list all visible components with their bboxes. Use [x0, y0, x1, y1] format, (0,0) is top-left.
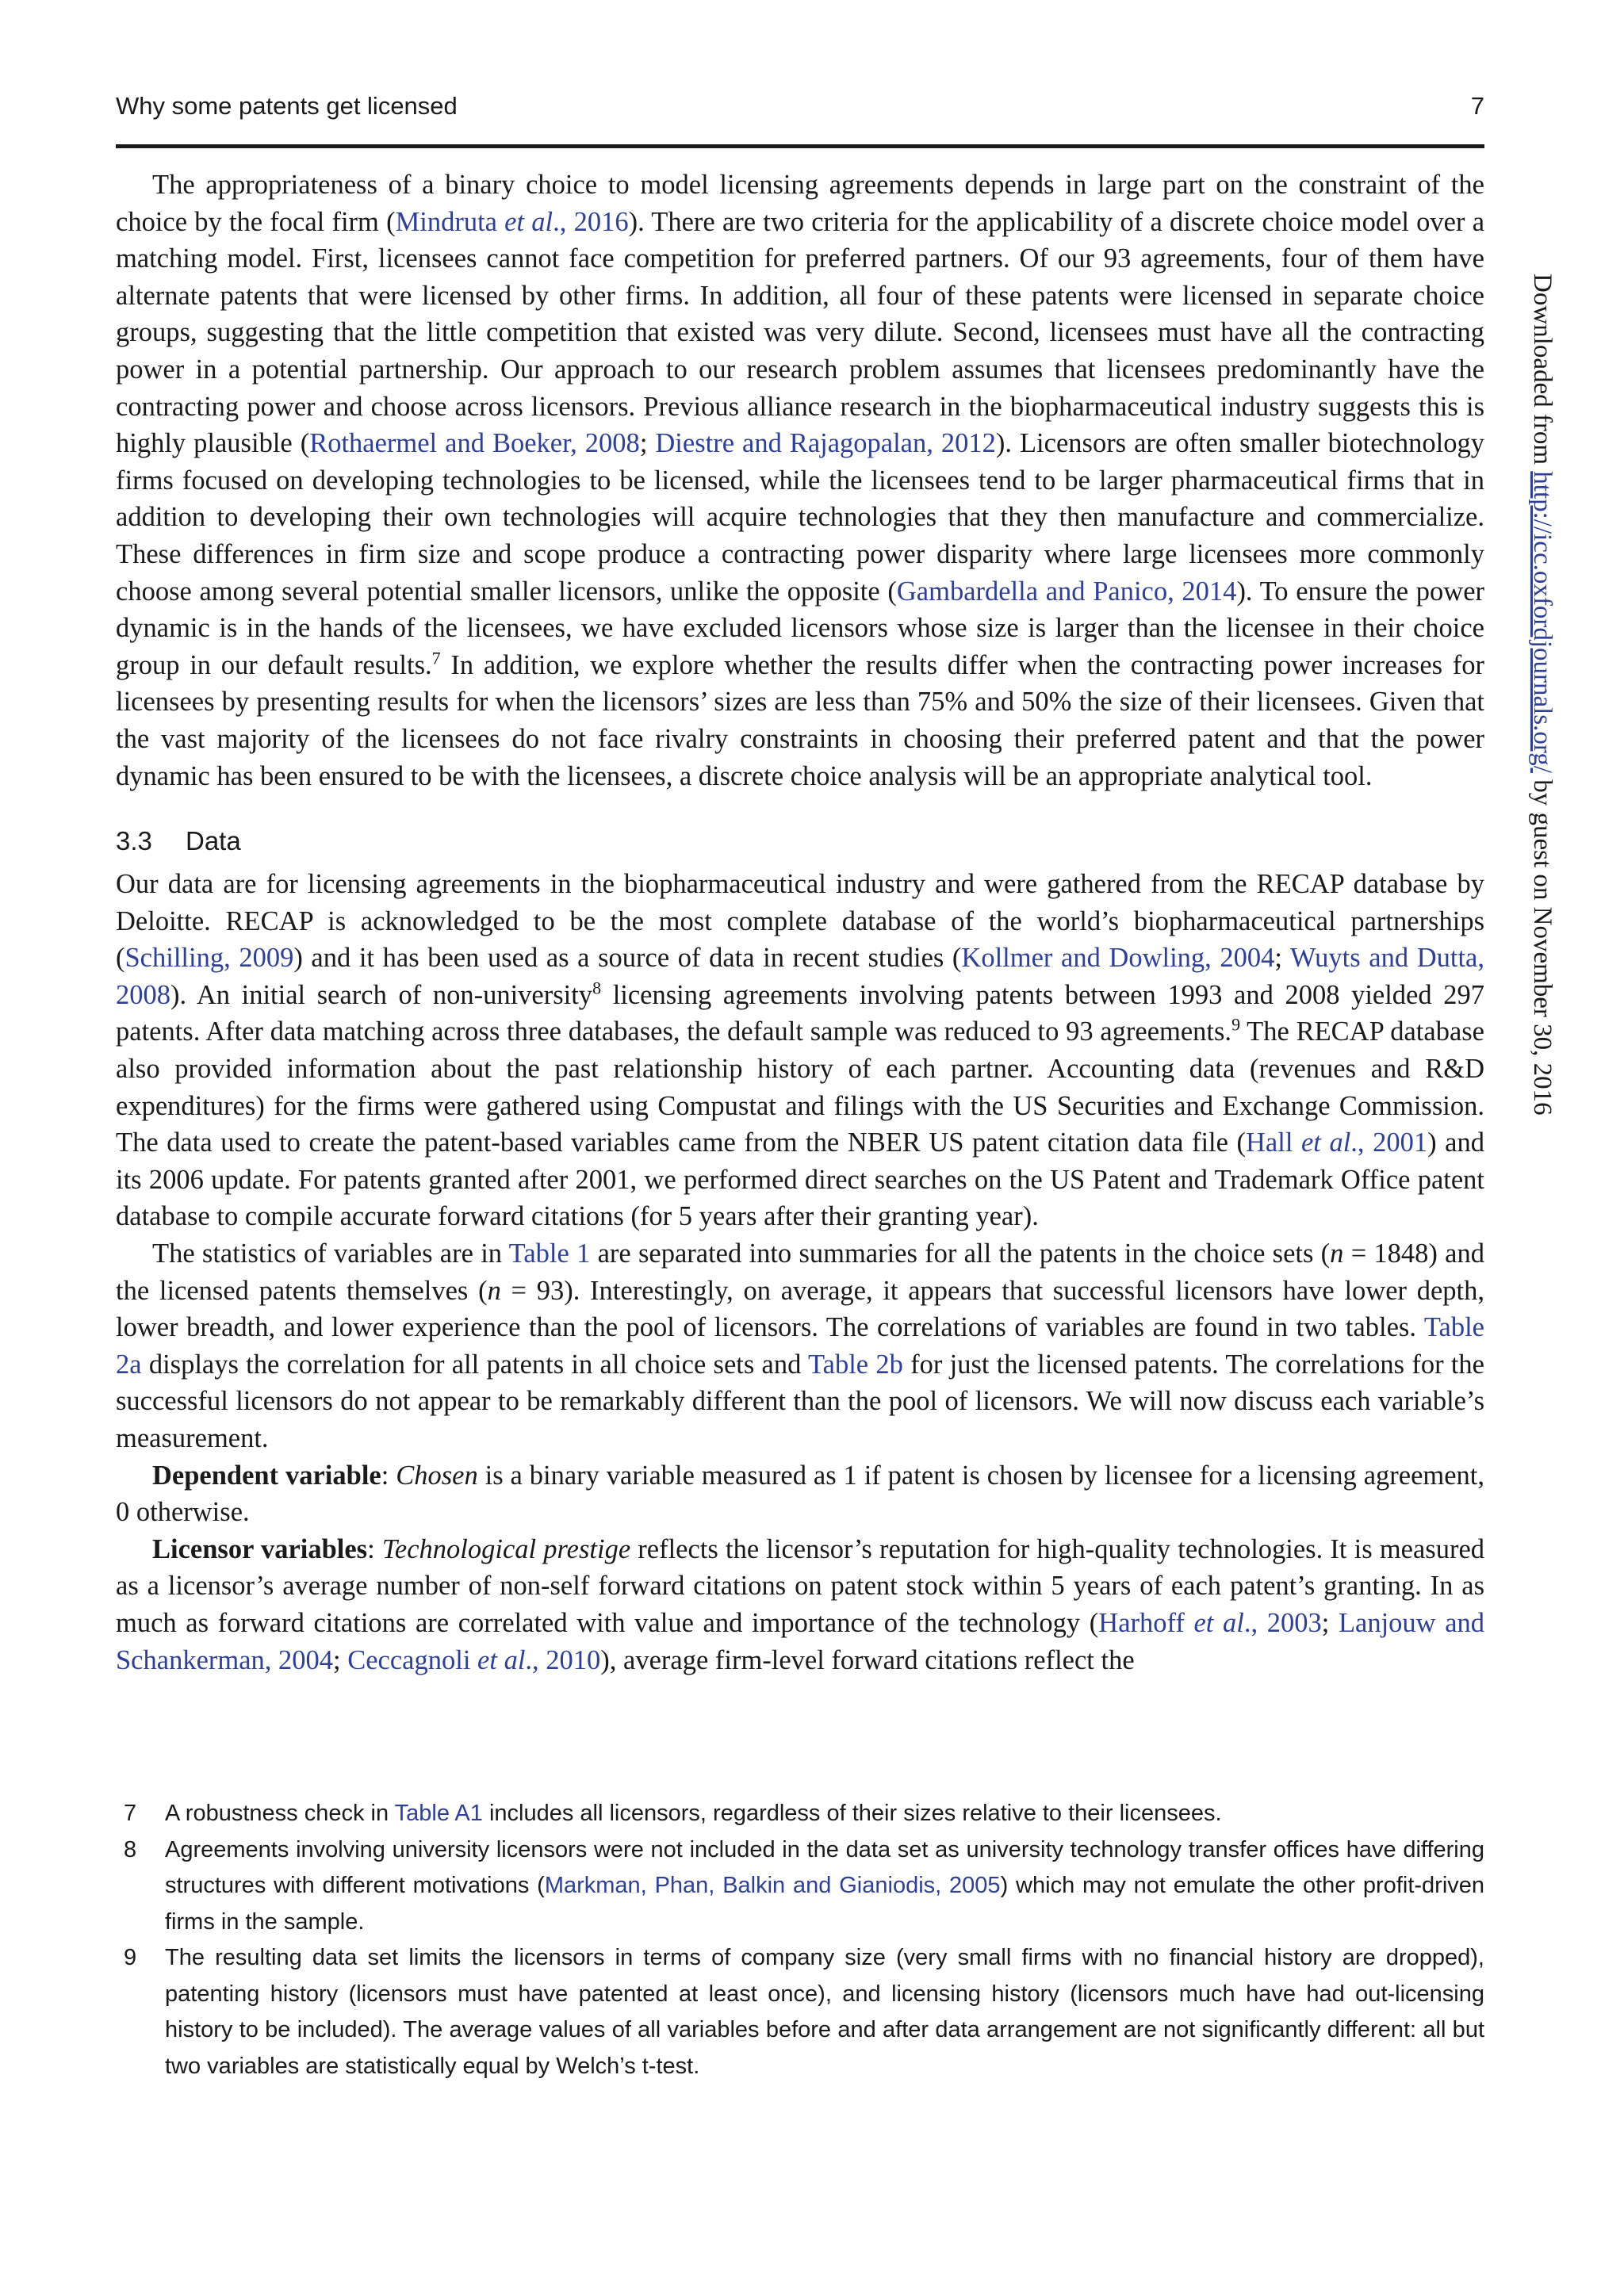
journal-url-link[interactable]: http://icc.oxfordjournals.org/ — [1528, 471, 1557, 773]
text: reflects the licensor’s reputation for high-quality technologies. It is measured as a licensor’s average number of non-self forward citations on patent stock within 5 years of each patent’s granting. In as much as forward citations are correlated with value and importance of the technology ( — [116, 1533, 1485, 1638]
table-2b-link[interactable]: Table 2b — [807, 1349, 903, 1380]
citation-hall-2001[interactable]: Hall et al., 2001 — [1246, 1127, 1428, 1158]
footnote-marker-9[interactable]: 9 — [1231, 1014, 1241, 1035]
citation-lanjouw-schankerman-2004[interactable]: Lanjouw and Schankerman, 2004 — [116, 1607, 1485, 1675]
page-number: 7 — [1470, 92, 1484, 120]
table-a1-link[interactable]: Table A1 — [394, 1801, 483, 1826]
section-title: Data — [186, 826, 241, 856]
citation-diestre-rajagopalan-2012[interactable]: Diestre and Rajagopalan, 2012 — [655, 428, 996, 459]
text: The statistics of variables are in — [152, 1238, 509, 1269]
section-heading-data — [116, 823, 1484, 859]
paragraph-statistics: The statistics of variables are in Table 1 are separated into summaries for all the patents in the choice sets (n = 1848) and the licensed patents themselves (n = 93). Interestingly, on average, it appears that successful licensors have lower depth, lower breadth, and lower experience than the pool of licensors. The correlations of variables are found in two tables. Table 2a displays the correlation for all patents in all choice sets and Table 2b for just the licensed patents. The correlations for the successful licensors do not appear to be remarkably different than the pool of licensors. We will now discuss each variable’s measurement. — [116, 1238, 1484, 1453]
paragraph-dependent-variable: Dependent variable: Chosen is a binary variable measured as 1 if patent is chosen by licensee for a licensing agreement, 0 otherwise. — [116, 1460, 1484, 1528]
footnotes — [116, 1796, 1484, 2084]
running-title: Why some patents get licensed — [116, 92, 458, 120]
table-1-link[interactable]: Table 1 — [508, 1238, 591, 1269]
text: for just the licensed patents. The correlations for the successful licensors do not appear to be remarkably different than the pool of licensors. We will now discuss each variable’s measurement. — [116, 1349, 1484, 1453]
text: Our data are for licensing agreements in the biopharmaceutical industry and were gathered from the RECAP database by Deloitte. RECAP is acknowledged to be the most complete database of the world’s biopharmaceutical partnerships ( — [116, 869, 1484, 974]
paragraph-data-sources: Our data are for licensing agreements in the biopharmaceutical industry and were gathered from the RECAP database by Deloitte. RECAP is acknowledged to be the most complete database of the world’s biopharmaceutical partnerships (Schilling, 2009) and it has been used as a source of data in recent studies (Kollmer and Dowling, 2004; Wuyts and Dutta, 2008). An initial search of non-university$^8$ licensing agreements involving patents between 1993 and 2008 yielded 297 patents. After data matching across three databases, the default sample was reduced to 93 agreements.$^9$ The RECAP database also provided information about the past relationship history of each partner. Accounting data (revenues and R&D expenditures) for the firms were gathered using Compustat and filings with the US Securities and Exchange Commission. The data used to create the patent-based variables came from the NBER US patent citation data file (Hall et al., 2001) and its 2006 update. For patents granted after 2001, we performed direct searches on the US Patent and Trademark Office patent database to compile accurate forward citations (for 5 years after their granting year). — [116, 869, 1484, 1232]
text: licensing agreements involving patents between 1993 and 2008 yielded 297 patents. After data matching across three databases, the default sample was reduced to 93 agreements. — [116, 979, 1484, 1047]
text: ), average firm-level forward citations reflect the — [600, 1644, 1135, 1675]
citation-wuyts-dutta-2008[interactable]: Wuyts and Dutta, 2008 — [116, 943, 1484, 1010]
footnote-marker-7[interactable]: 7 — [431, 648, 441, 668]
citation-gambardella-panico-2014[interactable]: Gambardella and Panico, 2014 — [896, 576, 1237, 607]
term-technological-prestige: Technological prestige — [381, 1533, 631, 1564]
citation-kollmer-dowling-2004[interactable]: Kollmer and Dowling, 2004 — [961, 943, 1275, 974]
text: ) and its 2006 update. For patents granted after 2001, we performed direct searches on the US Patent and Trademark Office patent database to compile accurate forward citations (for 5 years after their granting year). — [116, 1127, 1484, 1232]
text: The appropriateness of a binary choice to model licensing agreements depends in large part on the constraint of the choice by the focal firm ( — [116, 170, 1484, 237]
text: ). There are two criteria for the applicability of a discrete choice model over a matching model. First, licensees cannot face competition for preferred partners. Of our 93 agreements, four of them have alternate patents that were licensed by other firms. In addition, all four of these patents were licensed in separate choice groups, suggesting that the little competition that existed was very dilute. Second, licensees must have all the contracting power in a potential partnership. Our approach to our research problem assumes that licensees predominantly have the contracting power and choose across licensors. Previous alliance research in the biopharmaceutical industry suggests this is highly plausible ( — [116, 206, 1485, 459]
citation-ceccagnoli-2010[interactable]: Ceccagnoli et al., 2010 — [347, 1644, 601, 1675]
section-number: 3.3 — [116, 826, 152, 856]
paragraph-licensor-variables: Licensor variables: Technological prestige reflects the licensor’s reputation for high-quality technologies. It is measured as a licensor’s average number of non-self forward citations on patent stock within 5 years of each patent’s granting. In as much as forward citations are correlated with value and importance of the technology (Harhoff et al., 2003; Lanjouw and Schankerman, 2004; Ceccagnoli et al., 2010), average firm-level forward citations reflect the — [116, 1533, 1485, 1675]
term-chosen: Chosen — [396, 1460, 478, 1491]
citation-markman-2005[interactable]: Markman, Phan, Balkin and Gianiodis, 2005 — [544, 1873, 1001, 1898]
label-licensor-variables: Licensor variables — [152, 1533, 368, 1564]
footnote-8 — [116, 1832, 1484, 1941]
text: ). An initial search of non-university — [170, 979, 593, 1010]
body-text — [116, 167, 1484, 1679]
citation-mindruta-2016[interactable]: Mindruta et al., 2016 — [395, 206, 629, 237]
footnote-number: 7 — [124, 1801, 137, 1826]
text: = 93). Interestingly, on average, it appears that successful licensors have lower depth, lower breadth, and lower experience than the pool of licensors. The correlations of variables are found in two tables. — [116, 1275, 1484, 1343]
citation-rothaermel-boeker-2008[interactable]: Rothaermel and Boeker, 2008 — [309, 428, 640, 459]
footnote-7 — [116, 1796, 1484, 1832]
download-watermark: Downloaded from http://icc.oxfordjournals.org/ by guest on November 30, 2016 — [1528, 274, 1557, 1116]
paragraph-binary-choice: The appropriateness of a binary choice to model licensing agreements depends in large part on the constraint of the choice by the focal firm (Mindruta et al., 2016). There are two criteria for the applicability of a discrete choice model over a matching model. First, licensees cannot face competition for preferred partners. Of our 93 agreements, four of them have alternate patents that were licensed by other firms. In addition, all four of these patents were licensed in separate choice groups, suggesting that the little competition that existed was very dilute. Second, licensees must have all the contracting power in a potential partnership. Our approach to our research problem assumes that licensees predominantly have the contracting power and choose across licensors. Previous alliance research in the biopharmaceutical industry suggests this is highly plausible (Rothaermel and Boeker, 2008; Diestre and Rajagopalan, 2012). Licensors are often smaller biotechnology firms focused on developing technologies to be licensed, while the licensees tend to be larger pharmaceutical firms that in addition to developing their own technologies will acquire technologies that they then manufacture and commercialize. These differences in firm size and scope produce a contracting power disparity where large licensees more commonly choose among several potential smaller licensors, unlike the opposite (Gambardella and Panico, 2014). To ensure the power dynamic is in the hands of the licensees, we have excluded licensors whose size is larger than the licensee in their choice group in our default results.$^7$ In addition, we explore whether the results differ when the contracting power increases for licensees by presenting results for when the licensors’ sizes are less than 75% and 50% the size of their licensees. Given that the vast majority of the licensees do not face rivalry constraints in choosing their preferred patent and that the power dynamic has been ensured to be with the licensees, a discrete choice analysis will be an appropriate analytical tool. — [116, 170, 1485, 791]
text: ). To ensure the power dynamic is in the hands of the licensees, we have excluded licensors whose size is larger than the licensee in their choice group in our default results. — [116, 576, 1484, 680]
label-dependent-variable: Dependent variable — [152, 1460, 381, 1491]
footnote-number: 9 — [124, 1945, 137, 1970]
footnote-text: Agreements involving university licensors were not included in the data set as university technology transfer offices have differing structures with different motivations (Markman, Phan, Balkin and Gianiodis, 2005) which may not emulate the other profit-driven firms in the sample. — [165, 1836, 1485, 1935]
running-header — [116, 89, 1484, 148]
text: The RECAP database also provided information about the past relationship history of each partner. Accounting data (revenues and R&D expenditures) for the firms were gathered using Compustat and filings with the US Securities and Exchange Commission. The data used to create the patent-based variables came from the NBER US patent citation data file ( — [116, 1016, 1484, 1158]
footnote-text: The resulting data set limits the licensors in terms of company size (very small firms with no financial history are dropped), patenting history (licensors must have patented at least once), and licensing history (licensors much have had out-licensing history to be included). The average values of all variables before and after data arrangement are not significantly different: all but two variables are statistically equal by Welch’s t-test. — [165, 1945, 1484, 2079]
text: ). Licensors are often smaller biotechnology firms focused on developing technologies to be licensed, while the licensees tend to be larger pharmaceutical firms that in addition to developing their own technologies will acquire technologies that they then manufacture and commercialize. These differences in firm size and scope produce a contracting power disparity where large licensees more commonly choose among several potential smaller licensors, unlike the opposite ( — [116, 428, 1484, 607]
table-2a-link[interactable]: Table 2a — [116, 1312, 1484, 1380]
text: is a binary variable measured as 1 if patent is chosen by licensee for a licensing agreement, 0 otherwise. — [116, 1460, 1484, 1528]
text: In addition, we explore whether the results differ when the contracting power increases for licensees by presenting results for when the licensors’ sizes are less than 75% and 50% the size of their licensees. Given that the vast majority of the licensees do not face rivalry constraints in choosing their preferred patent and that the power dynamic has been ensured to be with the licensees, a discrete choice analysis will be an appropriate analytical tool. — [116, 649, 1484, 791]
footnote-number: 8 — [124, 1836, 137, 1862]
footnote-marker-8[interactable]: 8 — [592, 978, 602, 998]
citation-harhoff-2003[interactable]: Harhoff et al., 2003 — [1098, 1607, 1322, 1638]
citation-schilling-2009[interactable]: Schilling, 2009 — [124, 943, 294, 974]
footnote-9 — [116, 1940, 1484, 2084]
footnote-text: A robustness check in Table A1 includes all licensors, regardless of their sizes relative to their licensees. — [165, 1801, 1222, 1826]
